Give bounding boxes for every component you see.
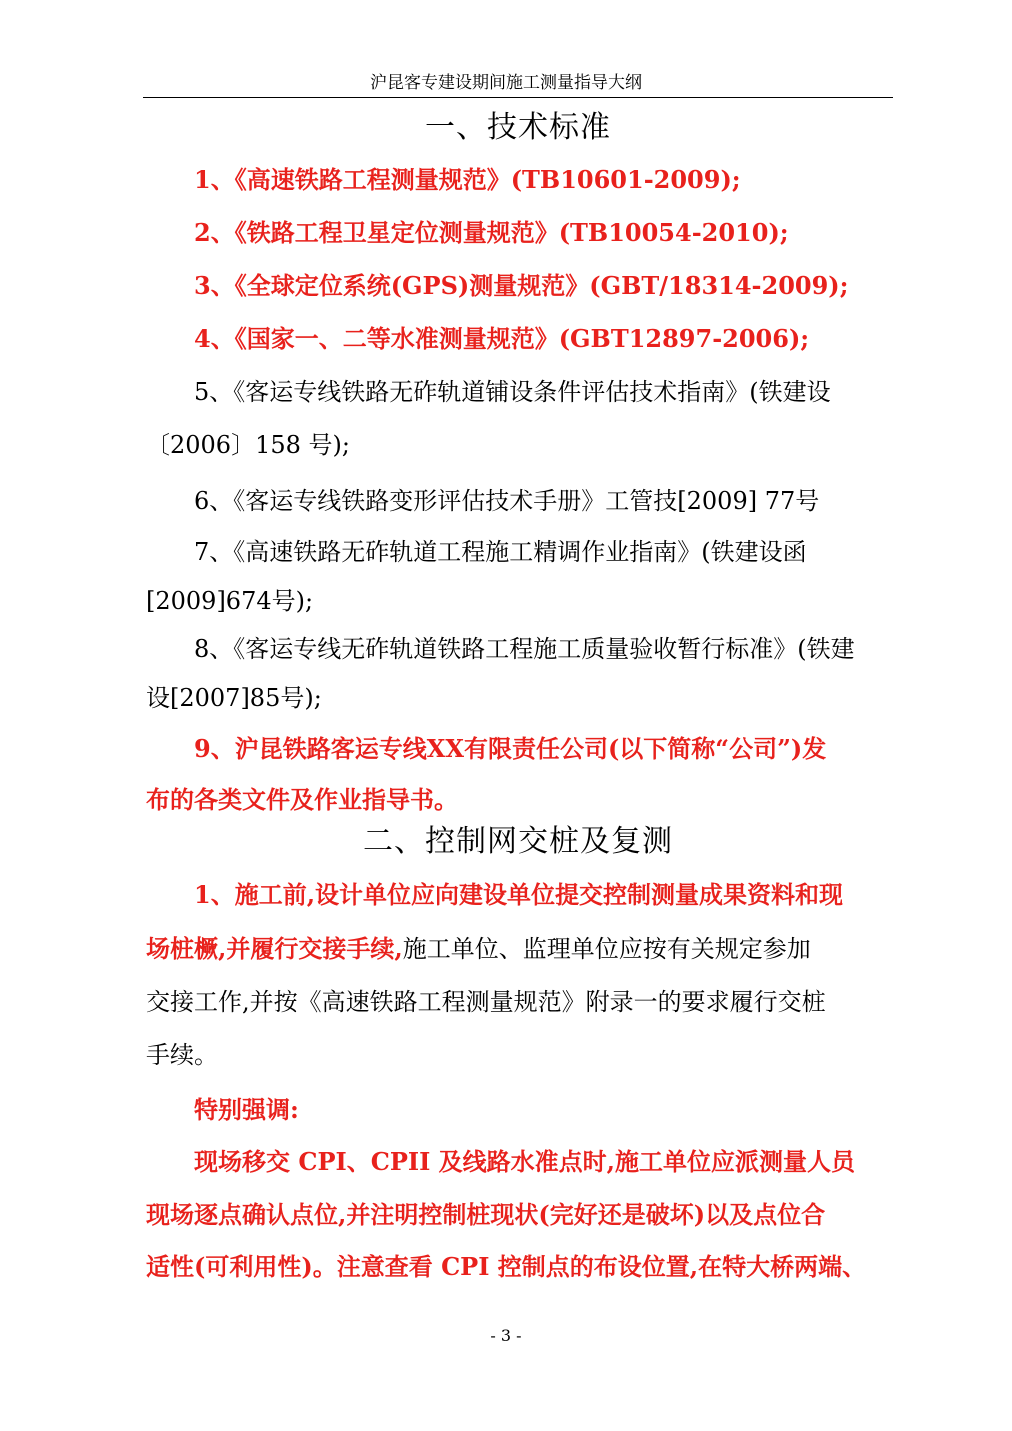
standard-item-8-line-2: 设[2007]85号); (146, 684, 322, 712)
paragraph-2-line-1: 现场移交 CPI、CPII 及线路水准点时,施工单位应派测量人员 (194, 1147, 856, 1176)
standard-item-4: 4、《国家一、二等水准测量规范》(GBT12897-2006); (194, 324, 810, 353)
standard-item-8-line-1: 8、《客运专线无砟轨道铁路工程施工质量验收暂行标准》(铁建 (194, 635, 855, 663)
standard-item-7-line-1: 7、《高速铁路无砟轨道工程施工精调作业指南》(铁建设函 (194, 538, 807, 566)
emphasis-label: 特别强调: (194, 1095, 299, 1124)
paragraph-1-line-3: 交接工作,并按《高速铁路工程测量规范》附录一的要求履行交桩 (146, 988, 826, 1016)
standard-item-9-line-1: 9、沪昆铁路客运专线XX有限责任公司(以下简称“公司”)发 (194, 734, 827, 763)
standard-item-1: 1、《高速铁路工程测量规范》(TB10601-2009); (194, 165, 741, 194)
standard-item-7-line-2: [2009]674号); (146, 587, 314, 615)
standard-item-6: 6、《客运专线铁路变形评估技术手册》工管技[2009] 77号 (194, 487, 820, 515)
standard-item-5-line-1: 5、《客运专线铁路无砟轨道铺设条件评估技术指南》(铁建设 (194, 378, 831, 406)
paragraph-1-line-2-emphasis: 场桩橛,并履行交接手续, (146, 934, 403, 963)
standard-item-2: 2、《铁路工程卫星定位测量规范》(TB10054-2010); (194, 218, 789, 247)
paragraph-2-line-3: 适性(可利用性)。注意查看 CPI 控制点的布设位置,在特大桥两端、 (146, 1252, 867, 1281)
section-heading-control-network: 二、控制网交桩及复测 (363, 824, 673, 859)
paragraph-1-line-2 (146, 932, 811, 966)
standard-item-3: 3、《全球定位系统(GPS)测量规范》(GBT/18314-2009); (194, 271, 849, 300)
standard-item-9-line-2: 布的各类文件及作业指导书。 (146, 785, 458, 814)
page-number: - 3 - (490, 1326, 522, 1345)
paragraph-1-line-4: 手续。 (146, 1041, 218, 1069)
paragraph-1-line-1: 1、施工前,设计单位应向建设单位提交控制测量成果资料和现 (194, 880, 844, 909)
paragraph-2-line-2: 现场逐点确认点位,并注明控制桩现状(完好还是破坏)以及点位合 (146, 1200, 826, 1229)
header-title: 沪昆客专建设期间施工测量指导大纲 (370, 73, 642, 93)
section-heading-technical-standards: 一、技术标准 (425, 110, 611, 145)
paragraph-1-line-2-rest: 施工单位、监理单位应按有关规定参加 (402, 935, 811, 963)
header-divider (143, 97, 893, 98)
standard-item-5-line-2: 〔2006〕158 号); (146, 431, 350, 459)
